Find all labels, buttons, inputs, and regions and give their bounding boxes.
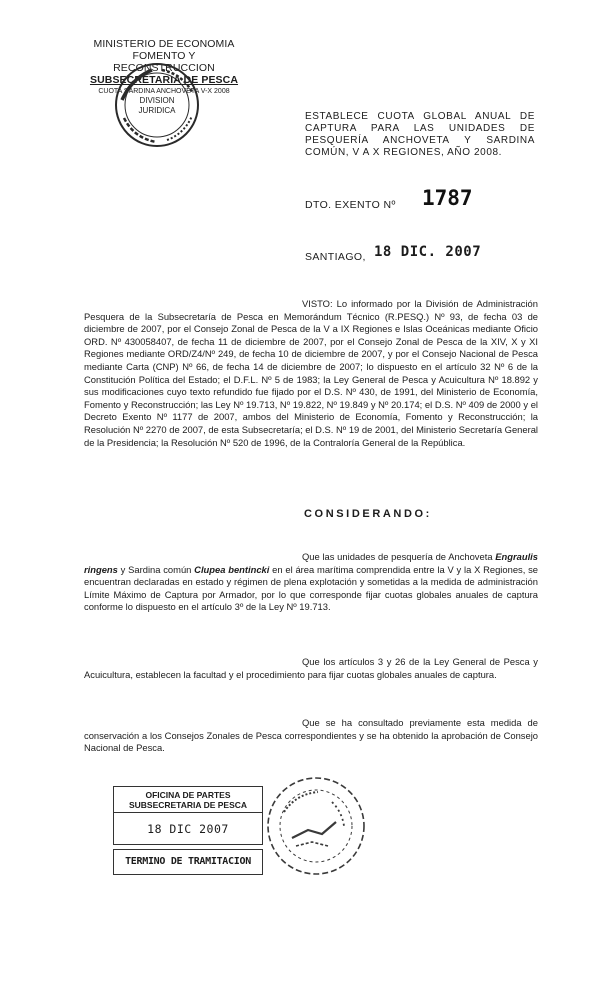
oficina-partes-title: OFICINA DE PARTES	[145, 790, 231, 800]
ministry-name-line2: FOMENTO Y RECONSTRUCCION	[113, 50, 215, 74]
species-name-sardina: Clupea bentincki	[194, 563, 270, 575]
decree-number: 1787	[422, 186, 473, 210]
division-juridica-stamp	[112, 60, 202, 150]
considerando-paragraph-3: Que se ha consultado previamente esta medida de conservación a los Consejos Zonales de Pesca correspondientes y se ha obtenido la aprobación de Consejo Nacional de Pesca.	[84, 717, 538, 754]
stamp-text-line1: DIVISION	[139, 96, 175, 105]
official-seal-stamp	[262, 772, 370, 880]
visto-paragraph: VISTO: Lo informado por la División de Administración Pesquera de la Subsecretaría de Pesca en Memorándum Técnico (R.PESQ.) Nº 93, de fecha 03 de diciembre de 2007, por el Consejo Zonal de Pesca de la V a IX Regiones e Islas Oceánicas mediante Oficio ORD. Nº 430058407, de fecha 11 de diciembre de 2007, por el Consejo Zonal de Pesca de la XIV, X y XI Regiones mediante ORD/Z4/Nº 249, de fecha 10 de diciembre de 2007, y por el Consejo Nacional de Pesca mediante Carta (CNP) Nº 66, de fecha 14 de diciembre de 2007; lo dispuesto en el artículo 32 Nº 6 de la Constitución Política del Estado; el D.F.L. Nº 5 de 1983; la Ley General de Pesca y Acuicultura Nº 18.892 y sus modificaciones cuyo texto refundido fue fijado por el D.S. Nº 430, de 1991, del Ministerio de Economía, Fomento y Reconstrucción; las Ley Nº 19.713, Nº 19.822, Nº 19.849 y Nº 20.174; el D.S. Nº 409 de 2000 y el Decreto Exento Nº 1177 de 2007, ambos del Ministerio de Economía, Fomento y Reconstrucción; la Resolución Nº 2270 de 2007, de esta Subsecretaría; el D.S. Nº 19 de 2001, del Ministerio Secretaría General de la Presidencia; la Resolución Nº 520 de 1996, de la Contraloría General de la República.	[84, 298, 538, 448]
decree-place: SANTIAGO,	[305, 251, 366, 263]
considerando-paragraph-1	[84, 551, 538, 614]
decree-date: 18 DIC. 2007	[374, 244, 482, 260]
oficina-partes-stamp	[113, 786, 263, 884]
considerando-paragraph-2: Que los artículos 3 y 26 de la Ley General de Pesca y Acuicultura, establecen la facultad y el procedimiento para fijar cuotas globales anuales de captura.	[84, 656, 538, 680]
decree-subject: ESTABLECE CUOTA GLOBAL ANUAL DE CAPTURA PARA LAS UNIDADES DE PESQUERÍA ANCHOVETA Y SARDINA COMÚN, V A X REGIONES, AÑO 2008.	[305, 111, 535, 158]
considerando-1-text-a: Que las unidades de pesquería de Anchoveta	[302, 551, 496, 562]
considerando-1-text-c: en el área marítima comprendida entre la V y la X Regiones, se encuentran declaradas en estado y régimen de plena explotación y sometidas a la medida de administración Límite Máximo de Captura por Armador, por lo que corresponde fijar cuotas globales anuales de captura conforme lo dispuesto en el artículo 3º de la Ley Nº 19.713.	[84, 563, 539, 613]
document-reference: CUOTA SARDINA ANCHOVETA V-X 2008	[98, 88, 230, 95]
oficina-partes-date: 18 DIC 2007	[147, 822, 229, 836]
oficina-partes-subtitle: SUBSECRETARIA DE PESCA	[114, 800, 262, 813]
stamp-text-line2: JURIDICA	[138, 106, 176, 115]
decree-label: DTO. EXENTO Nº	[305, 199, 396, 211]
tramitacion-status: TERMINO DE TRAMITACION	[113, 849, 263, 875]
oficina-partes-box	[113, 786, 263, 845]
considerando-heading: CONSIDERANDO:	[304, 508, 432, 520]
considerando-1-text-b: y Sardina común	[117, 563, 195, 575]
species-name-anchoveta: Engraulis ringens	[84, 551, 538, 575]
subsecretaria-name: SUBSECRETARIA DE PESCA	[89, 74, 239, 86]
ministry-name: MINISTERIO DE ECONOMIA	[93, 38, 235, 50]
